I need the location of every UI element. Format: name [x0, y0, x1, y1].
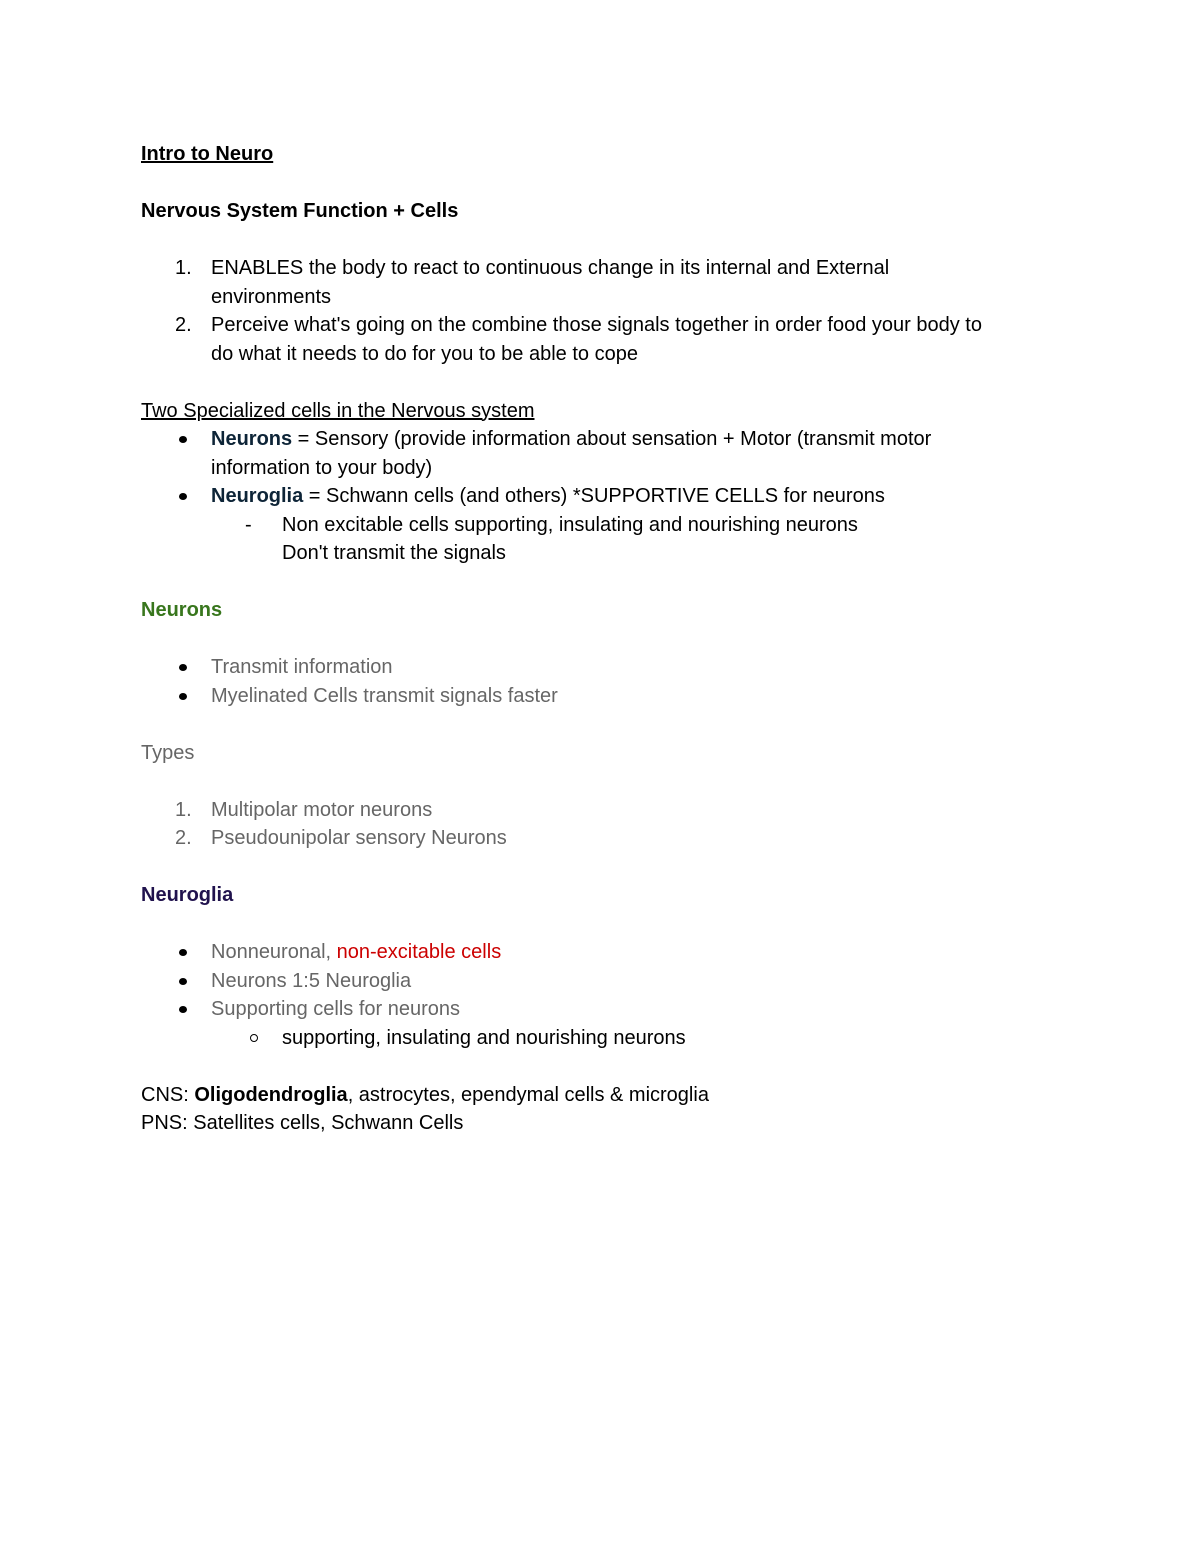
list-item: [141, 425, 1061, 454]
list-text: Nonneuronal,: [211, 941, 337, 963]
neurons-heading: Neurons: [141, 599, 223, 621]
list-number: 1.: [175, 798, 192, 821]
bullet-icon: [179, 664, 187, 671]
list-text: Perceive what's going on the combine those signals together in order food your body to: [211, 314, 982, 336]
list-number: 2.: [175, 314, 192, 336]
cns-bold-term: Oligodendroglia: [194, 1083, 348, 1106]
list-item: [141, 824, 1061, 853]
sub-text: Don't transmit the signals: [282, 542, 506, 564]
neuroglia-term: Neuroglia: [211, 485, 304, 507]
specialized-heading: Two Specialized cells in the Nervous system: [141, 399, 535, 422]
cns-rest: , astrocytes, ependymal cells & microglia: [347, 1083, 709, 1106]
bullet-icon: [179, 693, 187, 700]
list-number: 1.: [175, 257, 192, 279]
list-item: [141, 482, 1061, 511]
list-text: Myelinated Cells transmit signals faster: [211, 684, 558, 707]
cns-line: [141, 1081, 1061, 1110]
list-item-continuation: [141, 340, 1061, 369]
pns-line: PNS: Satellites cells, Schwann Cells: [141, 1112, 464, 1134]
bullet-icon: [179, 436, 187, 443]
list-text: ENABLES the body to react to continuous change in its internal and External: [211, 257, 890, 279]
list-item: [141, 967, 1061, 996]
dash-icon: -: [245, 513, 252, 536]
list-text: Pseudounipolar sensory Neurons: [211, 827, 507, 849]
neurons-description-cont: information to your body): [211, 456, 433, 479]
list-text: environments: [211, 285, 332, 308]
list-item: [141, 938, 1061, 967]
neuroglia-description: = Schwann cells (and others) *SUPPORTIVE CELLS for neurons: [303, 485, 885, 507]
list-text: Supporting cells for neurons: [211, 998, 461, 1020]
list-item-continuation: [141, 283, 1061, 312]
list-text: Neurons 1:5 Neuroglia: [211, 969, 412, 992]
cns-label: CNS:: [141, 1083, 195, 1106]
list-item: [141, 311, 1061, 340]
highlight-text: non-excitable cells: [336, 941, 502, 963]
sub-text: supporting, insulating and nourishing neurons: [282, 1026, 686, 1049]
doc-title: Intro to Neuro: [141, 143, 274, 165]
list-item: [141, 254, 1061, 283]
neuroglia-heading: Neuroglia: [141, 884, 234, 906]
list-item: [141, 653, 1061, 682]
list-text: Transmit information: [211, 656, 393, 678]
list-number: 2.: [175, 827, 192, 849]
list-item-continuation: [141, 454, 1061, 483]
sub-text: Non excitable cells supporting, insulating and nourishing neurons: [282, 513, 858, 536]
bullet-icon: [179, 493, 187, 500]
list-text: do what it needs to do for you to be able to cope: [211, 342, 638, 365]
neurons-description: = Sensory (provide information about sensation + Motor (transmit motor: [292, 428, 932, 450]
types-label: Types: [141, 741, 195, 764]
doc-subtitle: Nervous System Function + Cells: [141, 200, 459, 222]
sub-list-item: [141, 1024, 1061, 1053]
bullet-icon: [179, 1006, 187, 1013]
neurons-term: Neurons: [211, 428, 293, 450]
list-item: [141, 796, 1061, 825]
list-text: Multipolar motor neurons: [211, 798, 433, 821]
list-item: [141, 682, 1061, 711]
list-item: [141, 995, 1061, 1024]
sub-list-item-continuation: [141, 539, 1061, 568]
bullet-icon: [179, 978, 187, 985]
sub-list-item: [141, 511, 1061, 540]
document-page: [141, 140, 1061, 1138]
circle-bullet-icon: [250, 1034, 258, 1042]
bullet-icon: [179, 949, 187, 956]
